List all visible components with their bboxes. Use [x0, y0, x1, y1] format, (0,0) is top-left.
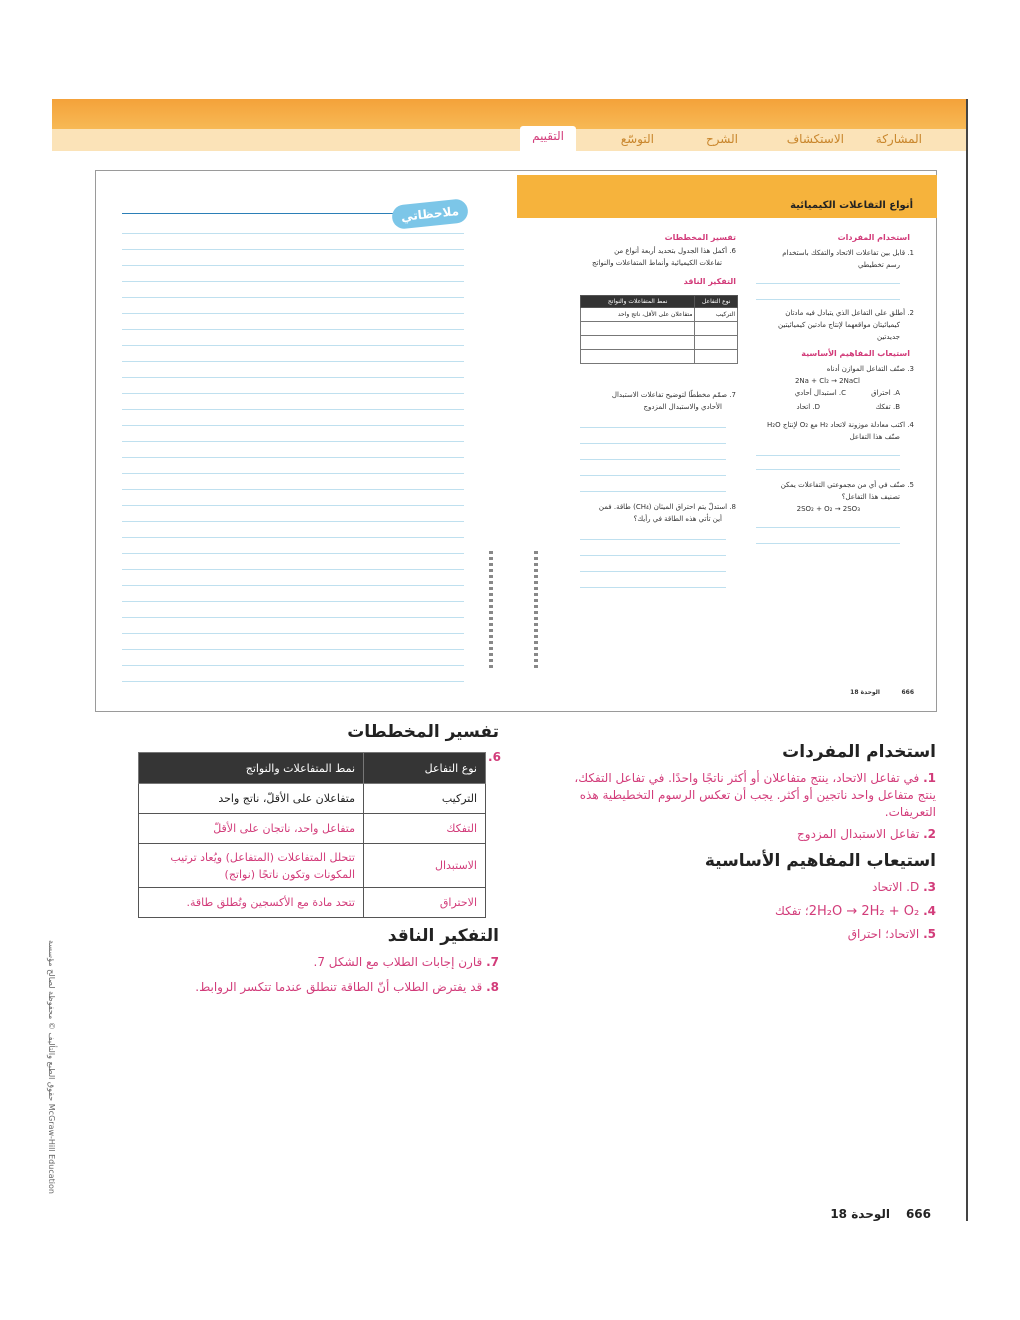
mini-answer-line — [580, 475, 726, 476]
note-line — [122, 665, 464, 666]
mini-reaction-table — [580, 295, 738, 364]
mini-q4: 4. اكتب معادلة موزونة لاتحاد H₂ مع O₂ لإنتاج H₂O — [767, 421, 914, 429]
answer-4-suffix: ؛ تفكك — [774, 904, 809, 918]
student-page-thumbnail — [95, 170, 937, 712]
credit-strip — [534, 551, 538, 671]
mini-table-header: نوع التفاعل — [695, 296, 738, 308]
mini-footer-page: 666 — [901, 689, 914, 696]
mini-answer-line — [580, 459, 726, 460]
answer-4-number: 4. — [923, 904, 936, 918]
note-line — [122, 297, 464, 298]
answer-8-number: 8. — [486, 980, 499, 994]
mini-answer-line — [580, 555, 726, 556]
mini-q6b: تفاعلات الكيميائية وأنماط المتفاعلات والنواتج — [591, 259, 722, 267]
table-row — [139, 784, 486, 814]
copyright-credit — [46, 940, 60, 1194]
note-line — [122, 553, 464, 554]
note-line — [122, 457, 464, 458]
mini-table-cell — [695, 336, 738, 350]
answer-7 — [313, 955, 499, 969]
mini-q4b: صنّف هذا التفاعل — [849, 433, 900, 441]
note-line — [122, 361, 464, 362]
note-line — [122, 409, 464, 410]
mini-q3-d: D. اتحاد — [796, 403, 820, 411]
page-number: 666 — [905, 1207, 931, 1221]
mini-q1: 1. قابل بين تفاعلات الاتحاد والتفكك باستخدام — [782, 249, 914, 257]
answer-1-text-3: التعريفات. — [884, 805, 936, 819]
table-cell-pattern: متفاعل واحد، ناتجان على الأقلّ — [139, 814, 364, 844]
mini-table-cell — [695, 350, 738, 364]
answer-6-number: 6. — [488, 750, 501, 764]
vocab-title: استخدام المفردات — [782, 742, 936, 762]
mini-q5: 5. صنّف في أي من مجموعتي التفاعلات يمكن — [780, 481, 914, 489]
mini-q6: 6. أكمل هذا الجدول بتحديد أربعة أنواع من — [614, 247, 736, 255]
note-line — [122, 489, 464, 490]
note-line — [122, 265, 464, 266]
mini-q3-equation: 2Na + Cl₂ → 2NaCl — [794, 377, 860, 385]
answer-1-number: 1. — [923, 771, 936, 785]
note-line — [122, 329, 464, 330]
notes-badge: ملاحظاتي — [391, 198, 469, 230]
mini-q2b: كيميائيتان مواقعهما لإنتاج مادتين كيميائيتين — [778, 321, 900, 329]
mini-q2c: جديدتين — [876, 333, 900, 341]
table-cell-pattern: تتحد مادة مع الأكسجين وتُطلق طاقة. — [139, 888, 364, 918]
table-cell-type: الاستبدال — [364, 844, 486, 888]
answer-1-text: في تفاعل الاتحاد، ينتج متفاعلان أو أكثر ناتجًا واحدًا. في تفاعل التفكك، — [574, 771, 920, 785]
note-line — [122, 281, 464, 282]
mini-answer-line — [756, 543, 900, 544]
copyright-text: McGraw-Hill Education حقوق الطبع والتأليف © محفوظة لصالح مؤسسة — [47, 940, 56, 1194]
answer-1 — [536, 770, 936, 821]
answer-1-text-2: ينتج متفاعل واحد ناتجين أو أكثر. يجب أن تعكس الرسوم التخطيطية هذه — [579, 788, 936, 802]
mini-answer-line — [756, 283, 900, 284]
notes-top-line — [122, 213, 422, 214]
note-line — [122, 249, 464, 250]
table-cell-pattern: متفاعلان على الأقلّ، ناتج واحد — [139, 784, 364, 814]
table-header-type: نوع التفاعل — [364, 753, 486, 784]
mini-q3-c: C. استبدال أحادي — [794, 389, 846, 397]
answer-2 — [797, 827, 936, 841]
mini-q3-a: A. احتراق — [871, 389, 900, 397]
note-line — [122, 585, 464, 586]
answer-3-text: D. الاتحاد — [872, 880, 920, 894]
mini-answer-line — [756, 299, 900, 300]
mini-q5b: تصنيف هذا التفاعل؟ — [841, 493, 900, 501]
note-line — [122, 393, 464, 394]
reaction-types-table — [138, 752, 486, 918]
mini-answer-line — [580, 427, 726, 428]
mini-table-cell: متفاعلان على الأقل، ناتج واحد — [581, 308, 695, 322]
table-cell-pattern: تتحلل المتفاعلات (المتفاعل) ويُعاد ترتيب المكونات وتكون ناتجًا (نواتج) — [139, 844, 364, 888]
note-line — [122, 345, 464, 346]
mini-answer-line — [756, 455, 900, 456]
table-row — [139, 888, 486, 918]
note-line — [122, 377, 464, 378]
mini-table-cell — [581, 336, 695, 350]
note-line — [122, 537, 464, 538]
mini-concepts-heading: استيعاب المفاهيم الأساسية — [801, 349, 910, 358]
mini-answer-line — [580, 491, 726, 492]
mini-answer-line — [756, 527, 900, 528]
note-line — [122, 569, 464, 570]
mini-q2: 2. أطلق على التفاعل الذي يتبادل فيه مادتان — [785, 309, 914, 317]
answer-5-number: 5. — [923, 927, 936, 941]
note-line — [122, 233, 464, 234]
note-line — [122, 649, 464, 650]
unit-label: الوحدة 18 — [830, 1207, 890, 1221]
note-line — [122, 681, 464, 682]
answer-2-text: تفاعل الاستبدال المزدوج — [797, 827, 920, 841]
mini-table-cell: التركيب — [695, 308, 738, 322]
answer-8 — [195, 980, 499, 994]
mini-diagrams-heading: تفسير المخططات — [664, 233, 736, 242]
credit-strip — [489, 551, 493, 671]
table-cell-type: التفكك — [364, 814, 486, 844]
mini-answer-line — [580, 443, 726, 444]
mini-answer-line — [580, 539, 726, 540]
mini-table-cell — [581, 322, 695, 336]
mini-page-header — [517, 175, 937, 218]
note-line — [122, 313, 464, 314]
mini-answer-line — [580, 587, 726, 588]
note-line — [122, 617, 464, 618]
answer-7-text: قارن إجابات الطلاب مع الشكل 7. — [313, 955, 483, 969]
tab-evaluate[interactable]: التقييم — [520, 126, 576, 151]
answer-7-number: 7. — [486, 955, 499, 969]
answer-4-equation: 2H₂O → 2H₂ + O₂ — [808, 904, 920, 919]
mini-answer-line — [580, 571, 726, 572]
concepts-title: استيعاب المفاهيم الأساسية — [704, 851, 936, 871]
critical-title: التفكير الناقد — [387, 926, 499, 946]
tab-engage[interactable]: المشاركة — [875, 132, 922, 146]
tab-bar — [52, 129, 968, 151]
note-line — [122, 633, 464, 634]
note-line — [122, 521, 464, 522]
note-line — [122, 601, 464, 602]
margin-rule — [966, 99, 968, 1221]
mini-vocab-heading: استخدام المفردات — [837, 233, 910, 242]
mini-footer-unit: الوحدة 18 — [850, 689, 880, 696]
note-line — [122, 425, 464, 426]
mini-table-header: نمط المتفاعلات والنواتج — [581, 296, 695, 308]
tab-elaborate[interactable]: التوسّع — [620, 132, 654, 146]
mini-q7b: الأحادي والاستبدال المزدوج — [643, 403, 722, 411]
mini-q8: 8. استدلّ يتم احتراق الميثان (CH₄) طاقة. فمن — [598, 503, 736, 511]
mini-q8b: أين تأتي هذه الطاقة في رأيك؟ — [633, 515, 722, 523]
mini-table-cell — [695, 322, 738, 336]
answer-4 — [775, 904, 936, 919]
mini-q5-equation: 2SO₂ + O₂ → 2SO₃ — [796, 505, 860, 513]
mini-page-title: أنواع التفاعلات الكيميائية — [790, 200, 913, 211]
answer-3 — [872, 880, 936, 894]
mini-q3-b: B. تفكك — [875, 403, 900, 411]
note-line — [122, 473, 464, 474]
tab-explore[interactable]: الاستكشاف — [786, 132, 844, 146]
answer-3-number: 3. — [923, 880, 936, 894]
mini-q3: 3. صنّف التفاعل الموازن أدناه — [826, 365, 914, 373]
answer-5-text: الاتحاد؛ احتراق — [847, 927, 920, 941]
mini-answer-line — [756, 469, 900, 470]
tab-explain[interactable]: الشرح — [705, 132, 738, 146]
table-row — [139, 844, 486, 888]
note-line — [122, 441, 464, 442]
answer-2-number: 2. — [923, 827, 936, 841]
table-cell-type: الاحتراق — [364, 888, 486, 918]
mini-critical-heading: التفكير الناقد — [683, 277, 736, 286]
answer-8-text: قد يفترض الطلاب أنّ الطاقة تنطلق عندما تتكسر الروابط. — [195, 980, 483, 994]
diagrams-title: تفسير المخططات — [347, 722, 499, 742]
table-cell-type: التركيب — [364, 784, 486, 814]
mini-table-cell — [581, 350, 695, 364]
note-line — [122, 505, 464, 506]
table-row — [139, 814, 486, 844]
mini-q1b: رسم تخطيطي — [857, 261, 900, 269]
top-banner — [52, 99, 968, 129]
mini-q7: 7. صمّم مخططًا لتوضيح تفاعلات الاستبدال — [611, 391, 736, 399]
answer-5 — [848, 927, 936, 941]
table-header-pattern: نمط المتفاعلات والنواتج — [139, 753, 364, 784]
